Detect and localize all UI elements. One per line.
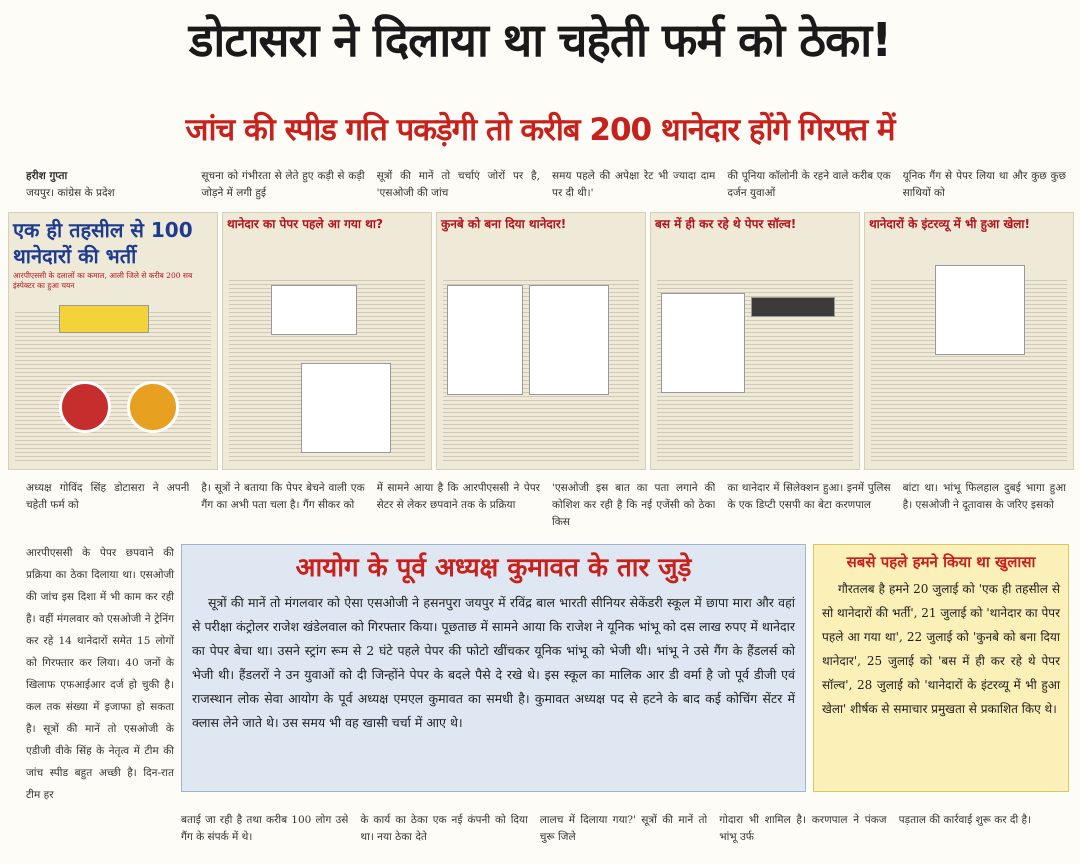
column-text: बांटा था। भांभू फिलहाल दुबई भागा हुआ है। एसओजी ने दूतावास के जरिए इसको [902,482,1066,511]
clipping-box [661,293,745,393]
clipping-box [301,363,391,453]
column-text: आरपीएससी के पेपर छपवाने की प्रक्रिया का ठेका दिलाया था। एसओजी की जांच इस दिशा में भी काम कर रही है। वहीं मंगलवार को एसओजी ने ट्रेनिंग कर रहे 14 थानेदारों समेत 15 लोगों को गिरफ्तार कर लिया। 40 जनों के खिलाफ एफआईआर दर्ज हो चुकी है। कल तक संख्या में इजाफा हो सकता है। सूत्रों की मानें तो एसओजी के एडीजी वीके सिंह के नेतृत्व में टीम की जांच स्पीड बहुत अच्छी है। दिन-रात टीम हर [26,547,174,801]
clipping-box [751,297,835,317]
bottom-columns [181,812,1066,858]
clipping-table [529,285,609,395]
clipping-box [271,285,357,335]
column-text: समय पहले की अपेक्षा रेट भी ज्यादा दाम पर दी थी।' [551,170,716,199]
clipping [436,212,646,470]
column-text: सूत्रों की मानें तो चर्चाएं जोरों पर है, 'एसओजी की जांच [376,170,540,199]
clipping-title: एक ही तहसील से 100 थानेदारों की भर्ती [13,218,193,268]
column-text: की पूनिया कॉलोनी के रहने वाले करीब एक दर्जन युवाओं [727,170,891,199]
box-heading: आयोग के पूर्व अध्यक्ष कुमावत के तार जुड़े [295,553,692,583]
column-text: के कार्य का ठेका एक नई कंपनी को दिया था। नया ठेका देते [360,814,528,843]
clipping [650,212,860,470]
clipping [864,212,1074,470]
clipping-box [59,305,149,333]
clipping [8,212,218,470]
column-text: गोदारा भी शामिल है। करणपाल ने पंकज भांभू उर्फ [719,814,887,843]
exclusive-box [813,544,1069,792]
subheadline: जांच की स्पीड गति पकड़ेगी तो करीब 200 थानेदार होंगे गिरफ्त में [185,112,895,148]
clipping-title: कुनबे को बना दिया थानेदार! [441,217,567,231]
left-column [26,542,174,812]
clipping-box [935,265,1025,355]
column-text: लालच में दिलाया गया?' सूत्रों की मानें तो चुरू जिले [539,814,708,843]
box-text: गौरतलब है हमने 20 जुलाई को 'एक ही तहसील से सो थानेदारों की भर्ती', 21 जुलाई को 'थानेदार का पेपर पहले आ गया था', 22 जुलाई को 'कुनबे को बना दिया थानेदार', 25 जुलाई को 'बस में ही कर रहे थे पेपर सॉल्व', 28 जुलाई को 'थानेदारों के इंटरव्यू में भी हुआ खेला' शीर्षक से समाचार प्रमुखता से प्रकाशित किए थे। [822,582,1060,716]
box-text: सूत्रों की मानें तो मंगलवार को ऐसा एसओजी ने हसनपुरा जयपुर में रविंद्र बाल भारती सीनियर सेकेंडरी स्कूल में छापा मारा और वहां से परीक्षा कंट्रोलर राजेश खंडेलवाल को गिरफ्तार किया। पूछताछ में सामने आया कि राजेश ने यूनिक भांभू को दस लाख रुपए में थानेदार का पेपर बेचा था। उसने स्ट्रांग रूम से 2 घंटे पहले पेपर की फोटो खींचकर यूनिक भांभू को भेजी थी। भांभू ने उसे गैंग के हैंडलर्स को भेजी थी। हैंडलरों ने उन युवाओं को दी जिन्होंने पेपर के बदले पैसे दे रखे थे। इस स्कूल का मालिक आर डी वर्मा है जो पूर्व डीजी एवं राजस्थान लोक सेवा आयोग के पूर्व अध्यक्ष एमएल कुमावत का समधी है। कुमावत अध्यक्ष पद से हटने के बाद कई कोचिंग सेंटर में क्लास लेने जाते थे। उस समय भी वह खासी चर्चा में आए थे। [192,595,795,730]
column-text: पड़ताल की कार्रवाई शुरू कर दी है। [898,814,1032,826]
highlight-box [181,544,806,792]
top-columns [26,168,1066,208]
column-text: सूचना को गंभीरता से लेते हुए कड़ी से कड़ी जोड़ने में लगी हुई [201,170,365,199]
emblem-icon [127,381,179,433]
column-text: हरीश गुप्ता जयपुर। कांग्रेस के प्रदेश [26,170,115,199]
column-text: 'एसओजी इस बात का पता लगाने की कोशिश कर रही है कि नई एजेंसी को ठेका किस [551,482,716,528]
column-text: बताई जा रही है तथा करीब 100 लोग उसे गैंग के संपर्क में थे। [181,814,349,843]
column-text: यूनिक गैंग से पेपर लिया था और कुछ कुछ साथियों को [902,170,1066,199]
byline: हरीश गुप्ता [26,170,68,182]
headline: डोटासरा ने दिलाया था चहेती फर्म को ठेका! [188,13,892,67]
clipping-subtitle: आरपीएससी के दलालों का कमाल, आली जिले से करीब 200 सब इंस्पेक्टर का हुआ चयन [13,271,193,290]
emblem-icon [59,381,111,433]
clippings-strip [8,212,1074,470]
column-text: अध्यक्ष गोविंद सिंह डोटासरा ने अपनी चहेती फर्म को [26,482,190,511]
clipping-title: थानेदार का पेपर पहले आ गया था? [227,217,383,231]
column-text: है। सूत्रों ने बताया कि पेपर बेचने वाली एक गैंग का अभी पता चला है। गैंग सीकर को [201,482,365,511]
column-text: का थानेदार में सिलेक्शन हुआ। इनमें पुलिस के एक डिप्टी एसपी का बेटा करणपाल [727,482,891,511]
clipping-title: बस में ही कर रहे थे पेपर सॉल्व! [655,217,797,231]
clipping-title: थानेदारों के इंटरव्यू में भी हुआ खेला! [869,217,1031,231]
clipping [222,212,432,470]
column-text: में सामने आया है कि आरपीएससी ने पेपर सेटर से लेकर छपवाने तक के प्रक्रिया [376,482,540,511]
clipping-table [447,285,523,395]
box-heading: सबसे पहले हमने किया था खुलासा [846,553,1036,571]
middle-columns [26,480,1066,542]
